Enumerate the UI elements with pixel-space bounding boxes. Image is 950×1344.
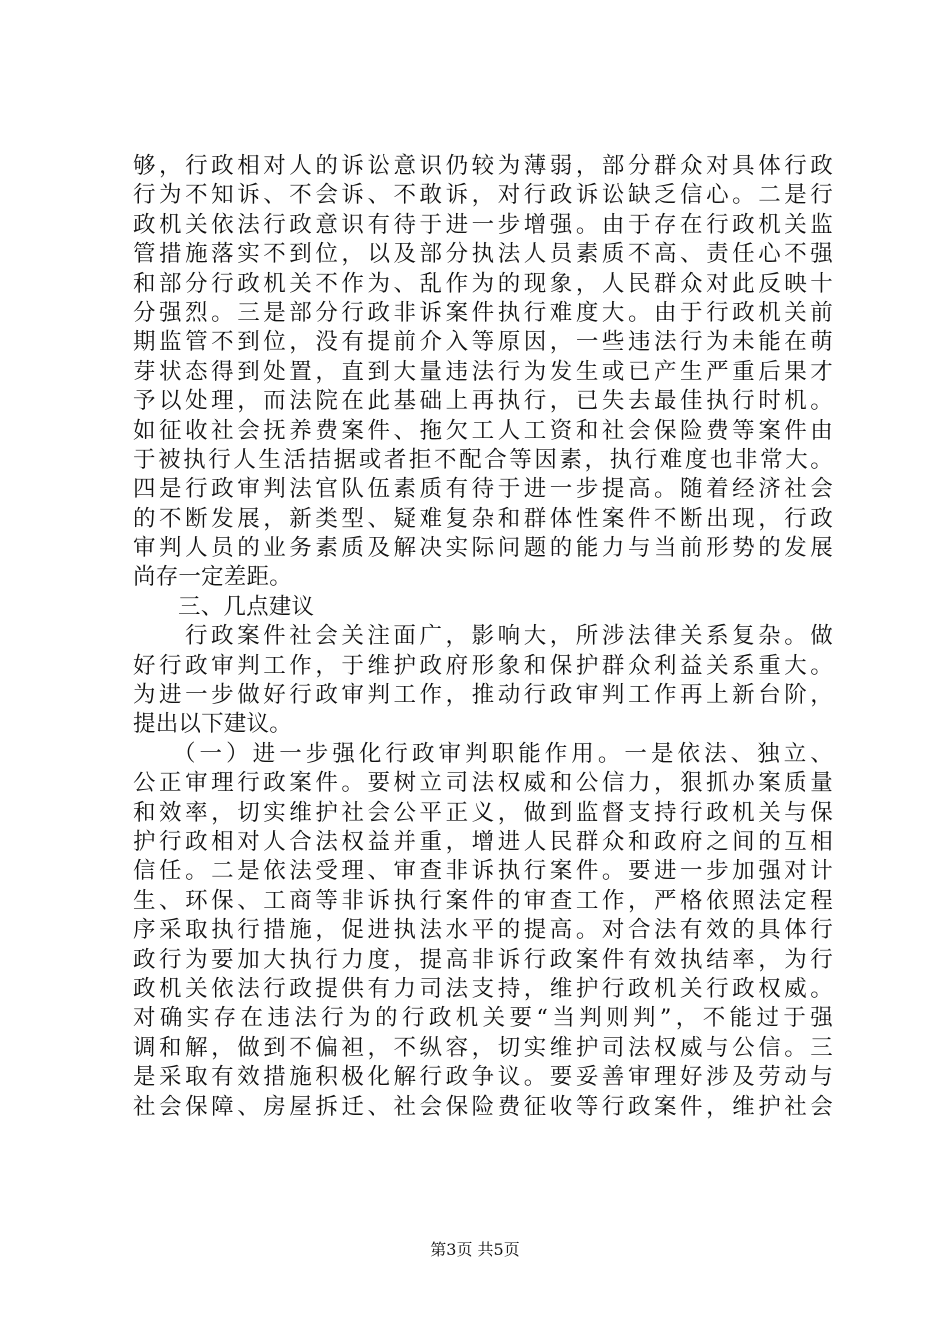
document-body: [133, 152, 833, 1122]
text-line: 芽状态得到处置，直到大量违法行为发生或已产生严重后果才: [133, 358, 833, 385]
text-line: 行政案件社会关注面广，影响大，所涉法律关系复杂。做: [185, 623, 833, 650]
text-line: 的不断发展，新类型、疑难复杂和群体性案件不断出现，行政: [133, 505, 833, 532]
text-line: 政机关依法行政提供有力司法支持，维护行政机关行政权威。: [133, 975, 833, 1002]
text-line: 信任。二是依法受理、审查非诉执行案件。要进一步加强对计: [133, 858, 833, 885]
text-line: 够，行政相对人的诉讼意识仍较为薄弱，部分群众对具体行政: [133, 153, 833, 179]
text-line: 政机关依法行政意识有待于进一步增强。由于存在行政机关监: [133, 211, 833, 238]
text-line: 是采取有效措施积极化解行政争议。要妥善审理好涉及劳动与: [133, 1064, 833, 1091]
text-line: 序采取执行措施，促进执法水平的提高。对合法有效的具体行: [133, 917, 833, 944]
text-line: 和效率，切实维护社会公平正义，做到监督支持行政机关与保: [133, 799, 833, 826]
text-line: 予以处理，而法院在此基础上再执行，已失去最佳执行时机。: [133, 388, 833, 415]
text-line: 管措施落实不到位，以及部分执法人员素质不高、责任心不强: [133, 241, 833, 268]
text-line: 审判人员的业务素质及解决实际问题的能力与当前形势的发展: [133, 535, 833, 562]
text-line: 公正审理行政案件。要树立司法权威和公信力，狠抓办案质量: [133, 770, 833, 797]
text-line: 和部分行政机关不作为、乱作为的现象，人民群众对此反映十: [133, 270, 833, 297]
text-line: 生、环保、工商等非诉执行案件的审查工作，严格依照法定程: [133, 887, 833, 914]
text-line: 如征收社会抚养费案件、拖欠工人工资和社会保险费等案件由: [133, 417, 833, 444]
text-line: 社会保障、房屋拆迁、社会保险费征收等行政案件，维护社会: [133, 1093, 833, 1120]
text-line: 为进一步做好行政审判工作，推动行政审判工作再上新台阶，: [133, 682, 833, 709]
text-line: 好行政审判工作，于维护政府形象和保护群众利益关系重大。: [133, 652, 833, 679]
text-line: 护行政相对人合法权益并重，增进人民群众和政府之间的互相: [133, 828, 833, 855]
text-line: 于被执行人生活拮据或者拒不配合等因素，执行难度也非常大。: [133, 446, 833, 473]
text-line: 对确实存在违法行为的行政机关要“当判则判”，不能过于强: [133, 1005, 833, 1032]
page-footer: [0, 1240, 950, 1260]
text-line: 政行为要加大执行力度，提高非诉行政案件有效执结率，为行: [133, 946, 833, 973]
page-number-label: 第3页 共5页: [430, 1240, 520, 1259]
text-line: 行为不知诉、不会诉、不敢诉，对行政诉讼缺乏信心。二是行: [133, 182, 833, 209]
text-line: 分强烈。三是部分行政非诉案件执行难度大。由于行政机关前: [133, 299, 833, 326]
text-line: 提出以下建议。: [133, 711, 292, 738]
text-line: 四是行政审判法官队伍素质有待于进一步提高。随着经济社会: [133, 476, 833, 503]
text-line: 尚存一定差距。: [133, 564, 292, 591]
text-line: 调和解，做到不偏袒，不纵容，切实维护司法权威与公信。三: [133, 1034, 833, 1061]
text-line: （一）进一步强化行政审判职能作用。一是依法、独立、: [173, 740, 833, 767]
text-line: 三、几点建议: [178, 593, 315, 620]
text-line: 期监管不到位，没有提前介入等原因，一些违法行为未能在萌: [133, 329, 833, 356]
